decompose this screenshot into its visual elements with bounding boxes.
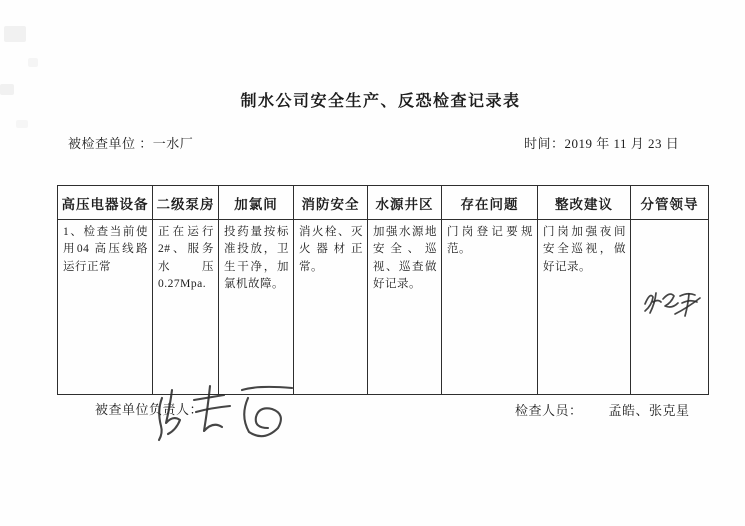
col-header-high-voltage-equipment: 高压电器设备 [58,186,153,220]
leader-handwritten-signature [639,272,703,330]
time-value: 2019 年 11 月 23 日 [564,136,680,151]
col-header-rectification-suggestions: 整改建议 [538,186,631,220]
cell-secondary-pump-house: 正在运行2#、服务水压0.27Mpa. [153,220,219,395]
time-label: 时间： [524,136,565,151]
inspected-unit-value: 一水厂 [152,136,194,151]
col-header-supervising-leader: 分管领导 [631,186,709,220]
time-line [524,133,679,152]
scan-artifact [28,58,38,67]
col-header-chlorination-room: 加氯间 [219,186,294,220]
inspectors-value: 孟皓、张克星 [608,403,690,418]
col-header-existing-problems: 存在问题 [442,186,538,220]
cell-chlorination-room: 投药量按标准投放，卫生干净，加氯机故障。 [219,220,294,395]
cell-supervising-leader-signature [631,220,709,395]
cell-rectification-suggestions: 门岗加强夜间安全巡视，做好记录。 [538,220,631,395]
scan-artifact [4,26,26,42]
inspectors-line [515,400,690,419]
cell-high-voltage-equipment: 1、检查当前使用04 高压线路运行正常 [58,220,153,395]
cell-existing-problems: 门岗登记要规范。 [442,220,538,395]
cell-water-source-wells: 加强水源地安全、巡视、巡查做好记录。 [368,220,442,395]
col-header-water-source-wells: 水源井区 [368,186,442,220]
cell-fire-safety: 消火栓、灭火器材正常。 [294,220,368,395]
table-row [58,220,709,395]
page-title: 制水公司安全生产、反恐检查记录表 [240,93,521,110]
unit-head-handwritten-signature [150,376,320,454]
scan-artifact [16,120,28,128]
inspection-record-table [57,185,709,395]
unit-head-label: 被查单位负责人： [95,402,204,417]
inspected-unit-line [68,133,193,152]
inspectors-label: 检查人员： [515,403,583,418]
col-header-fire-safety: 消防安全 [294,186,368,220]
table-header-row [58,186,709,220]
col-header-secondary-pump-house: 二级泵房 [153,186,219,220]
inspected-unit-label: 被检查单位 ： [68,136,153,151]
